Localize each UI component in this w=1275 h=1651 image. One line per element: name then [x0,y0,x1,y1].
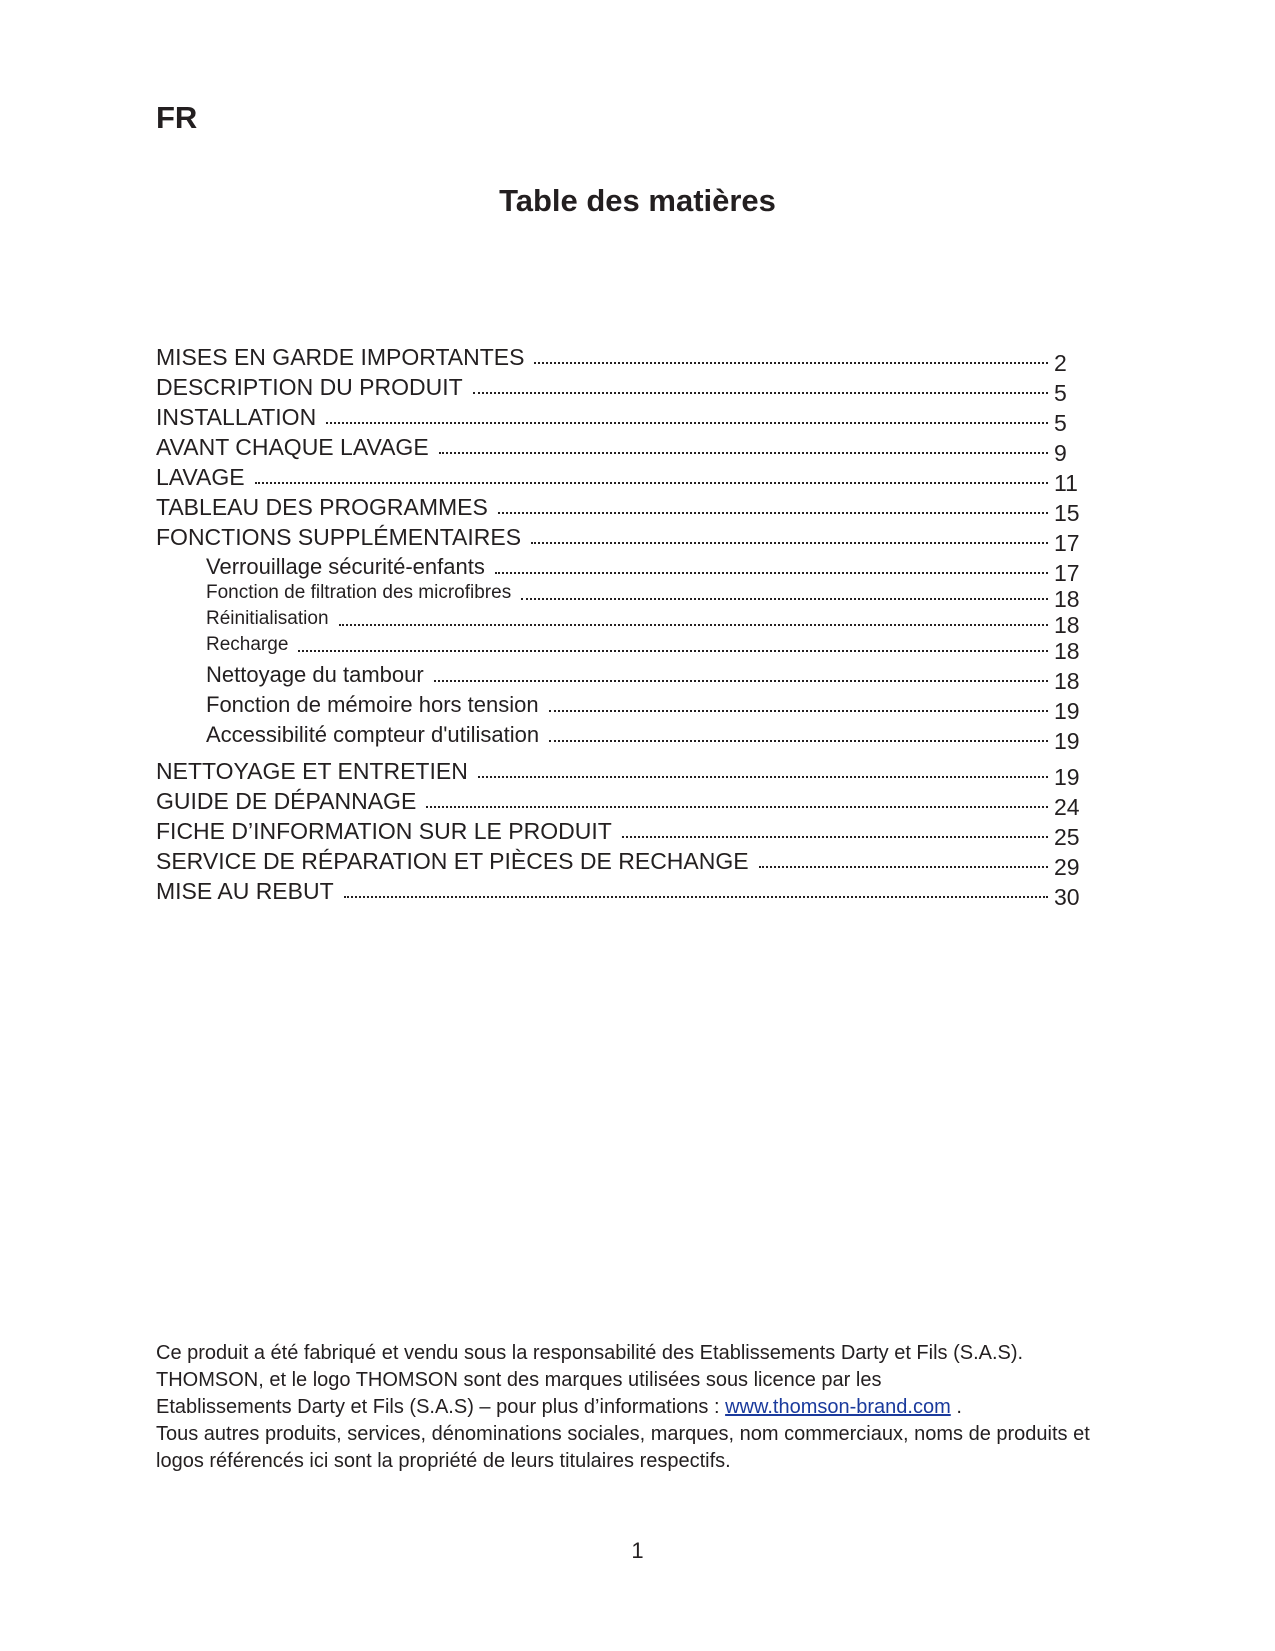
toc-entry-page: 15 [1054,500,1080,526]
toc-leader-dots [255,482,1048,484]
toc-entry[interactable] [156,844,1084,880]
toc-leader-dots [622,836,1048,838]
toc-subentry[interactable] [156,718,1084,754]
toc-entry-title: INSTALLATION [156,404,317,430]
toc-leader-dots [534,362,1048,364]
toc-entry[interactable] [156,400,1084,436]
page-title: Table des matières [499,183,776,218]
toc-entry-title: MISE AU REBUT [156,878,334,904]
toc-entry[interactable] [156,754,1084,790]
toc-subentry[interactable] [156,606,1084,638]
toc-entry-page: 18 [1054,586,1080,612]
toc-entry-title: FONCTIONS SUPPLÉMENTAIRES [156,524,522,550]
toc-entry-page: 17 [1054,560,1080,586]
toc-leader-dots [426,806,1048,808]
notice-line: Etablissements Darty et Fils (S.A.S) – pour plus d’informations : [156,1396,726,1418]
toc-entry[interactable] [156,814,1084,850]
toc-entry-page: 19 [1054,698,1080,724]
toc-entry[interactable] [156,460,1084,496]
toc-leader-dots [473,392,1048,394]
toc-entry[interactable] [156,874,1084,910]
toc-leader-dots [549,710,1048,712]
toc-subentry[interactable] [156,550,1084,586]
toc-leader-dots [434,680,1048,682]
toc-leader-dots [298,650,1048,652]
legal-notice [156,1340,1156,1475]
brand-website-link[interactable]: www.thomson-brand.com [725,1396,951,1418]
toc-entry-page: 19 [1054,764,1080,790]
toc-entry-title: Accessibilité compteur d'utilisation [206,722,540,747]
toc-entry[interactable] [156,784,1084,820]
toc-entry-page: 11 [1054,470,1078,496]
toc-entry[interactable] [156,340,1084,376]
toc-leader-dots [326,422,1048,424]
toc-leader-dots [759,866,1048,868]
toc-leader-dots [549,740,1048,742]
toc-entry-title: LAVAGE [156,464,245,490]
toc-entry-title: Nettoyage du tambour [206,662,424,687]
toc-entry-title: Verrouillage sécurité-enfants [206,554,485,579]
toc-entry[interactable] [156,430,1084,466]
toc-entry-page: 18 [1054,668,1080,694]
toc-entry-page: 25 [1054,824,1080,850]
toc-entry-page: 2 [1054,350,1067,376]
toc-subentry[interactable] [156,658,1084,694]
toc-entry-title: NETTOYAGE ET ENTRETIEN [156,758,468,784]
toc-entry-page: 9 [1054,440,1067,466]
toc-entry-page: 30 [1054,884,1080,910]
table-of-contents [156,340,1084,910]
toc-leader-dots [495,572,1048,574]
toc-leader-dots [478,776,1048,778]
toc-entry-title: AVANT CHAQUE LAVAGE [156,434,429,460]
notice-line: Ce produit a été fabriqué et vendu sous la responsabilité des Etablissements Darty et Fils (S.A.S). [156,1342,1024,1364]
toc-entry-page: 5 [1054,410,1067,436]
toc-subentry[interactable] [156,632,1084,664]
page-number: 1 [631,1538,644,1563]
toc-entry[interactable] [156,490,1084,526]
notice-line: logos référencés ici sont la propriété de leurs titulaires respectifs. [156,1450,731,1472]
toc-leader-dots [339,624,1048,626]
notice-line-suffix: . [950,1396,962,1418]
toc-entry-page: 5 [1054,380,1067,406]
toc-entry-title: DESCRIPTION DU PRODUIT [156,374,463,400]
toc-entry-title: TABLEAU DES PROGRAMMES [156,494,488,520]
notice-line: Tous autres produits, services, dénominations sociales, marques, nom commerciaux, noms de produits et [156,1423,1090,1445]
toc-entry-page: 18 [1054,612,1080,638]
toc-entry[interactable] [156,520,1084,556]
toc-entry-page: 17 [1054,530,1080,556]
toc-subentry[interactable] [156,580,1084,612]
language-label: FR [156,100,198,135]
toc-entry-page: 19 [1054,728,1080,754]
toc-entry-page: 24 [1054,794,1080,820]
notice-line: THOMSON, et le logo THOMSON sont des marques utilisées sous licence par les [156,1369,882,1391]
toc-entry-title: Réinitialisation [206,608,329,629]
toc-entry-title: SERVICE DE RÉPARATION ET PIÈCES DE RECHANGE [156,848,749,874]
toc-entry-title: Fonction de filtration des microfibres [206,582,512,603]
toc-subentry[interactable] [156,688,1084,724]
toc-entry-title: MISES EN GARDE IMPORTANTES [156,344,525,370]
toc-entry-title: Fonction de mémoire hors tension [206,692,539,717]
toc-leader-dots [498,512,1048,514]
toc-entry-title: Recharge [206,634,289,655]
toc-leader-dots [521,598,1048,600]
toc-entry-page: 29 [1054,854,1080,880]
toc-entry[interactable] [156,370,1084,406]
toc-entry-page: 18 [1054,638,1080,664]
toc-entry-title: FICHE D’INFORMATION SUR LE PRODUIT [156,818,612,844]
toc-leader-dots [531,542,1048,544]
toc-entry-title: GUIDE DE DÉPANNAGE [156,788,417,814]
toc-leader-dots [344,896,1048,898]
toc-leader-dots [439,452,1048,454]
